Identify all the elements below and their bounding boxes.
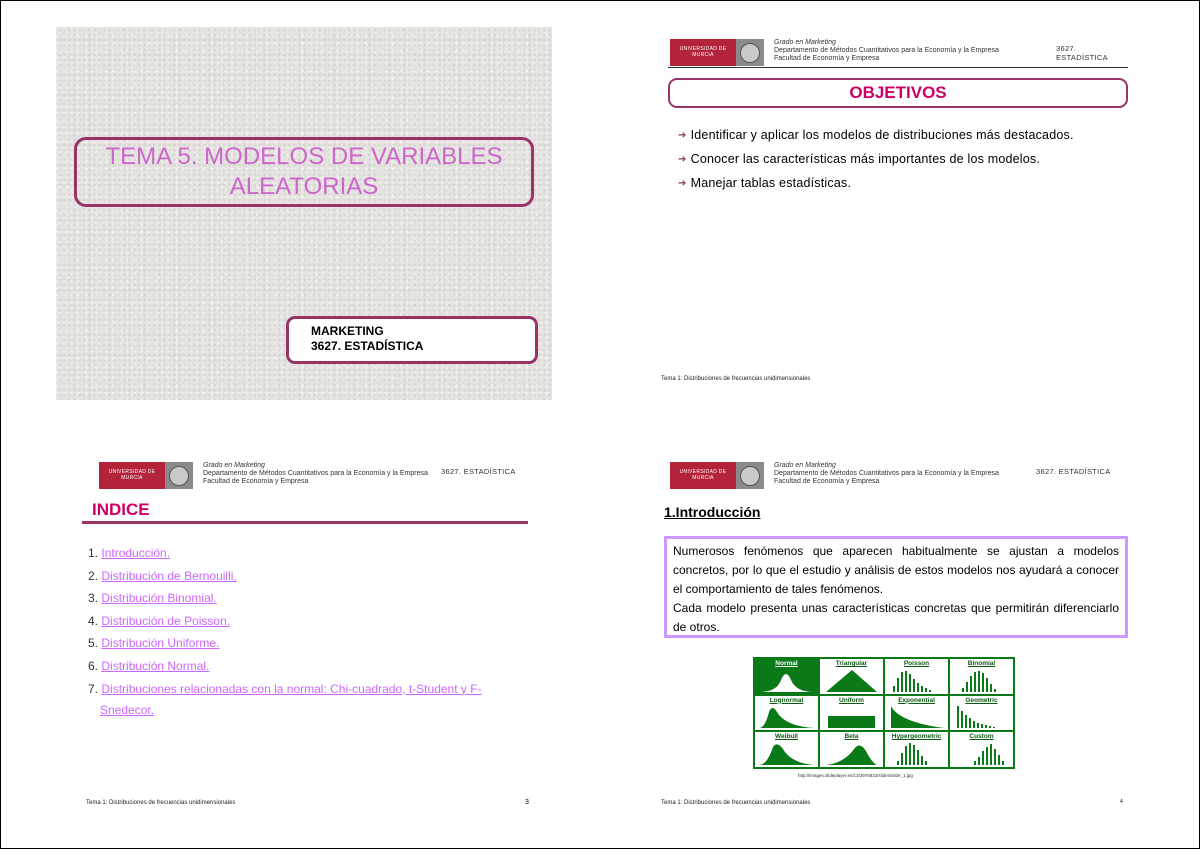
- toc-item: 4. Distribución de Poisson.: [88, 613, 231, 628]
- uniform-block-icon: [824, 704, 879, 728]
- header-course-code: 3627. ESTADÍSTICA: [441, 467, 516, 476]
- toc-item: 2. Distribución de Bernouilli.: [88, 568, 237, 583]
- arrow-bullet-icon: ➔: [678, 129, 687, 141]
- normal-curve-icon: [759, 668, 814, 692]
- course-code: 3627. ESTADÍSTICA: [311, 339, 424, 353]
- slide-1: [0, 0, 601, 425]
- toc-item: 7. Distribuciones relacionadas con la normal: Chi-cuadrado, t-Student y F-Snedecor.: [88, 681, 482, 717]
- header-course-code: 3627. ESTADÍSTICA: [1056, 44, 1108, 62]
- index-underline: [82, 521, 528, 524]
- header-course-code: 3627. ESTADÍSTICA: [1036, 467, 1111, 476]
- image-credit: http://images.slideplayer.es/13/3975833/slides/slide_1.jpg: [798, 773, 913, 778]
- distribution-tile-poisson[interactable]: Poisson: [885, 659, 948, 694]
- distribution-tile-hypergeometric[interactable]: Hypergeometric: [885, 732, 948, 767]
- slide-header: [670, 39, 1130, 69]
- university-logo: UNIVERSIDAD DE MURCIA: [99, 462, 193, 489]
- toc-item: 5. Distribución Uniforme.: [88, 636, 220, 651]
- list-item: ➔ Manejar tablas estadísticas.: [678, 176, 852, 190]
- page-number: 3: [525, 799, 529, 806]
- distribution-tile-geometric[interactable]: Geometric: [950, 696, 1013, 731]
- toc-link[interactable]: Introducción.: [101, 546, 171, 560]
- intro-text-box: [664, 536, 1128, 638]
- hypergeometric-bars-icon: [889, 741, 944, 765]
- university-logo: UNIVERSIDAD DE MURCIA: [670, 462, 764, 489]
- arrow-bullet-icon: ➔: [678, 153, 687, 165]
- weibull-curve-icon: [759, 741, 814, 765]
- toc-item: 1. Introducción.: [88, 546, 171, 560]
- distribution-tile-triangular[interactable]: Triangular: [820, 659, 883, 694]
- section-heading: 1.Introducción: [664, 504, 761, 520]
- header-divider: [668, 67, 1128, 68]
- seal-icon: [165, 462, 193, 489]
- beta-curve-icon: [824, 741, 879, 765]
- index-heading: INDICE: [92, 500, 150, 519]
- toc-link[interactable]: Distribución de Bernouilli.: [101, 568, 237, 583]
- distribution-tile-weibull[interactable]: Weibull: [755, 732, 818, 767]
- distribution-gallery: [753, 657, 1015, 769]
- slide-footer: Tema 1: Distribuciones de frecuencias unidimensionales: [86, 800, 236, 806]
- intro-paragraph: Numerosos fenómenos que aparecen habitualmente se ajustan a modelos concretos, por lo que el estudio y análisis de estos modelos nos ayudará a conocer el comportamiento de tales fenómenos.: [673, 544, 1119, 596]
- toc-link[interactable]: Distribución Uniforme.: [101, 636, 220, 651]
- slide-footer: Tema 1: Distribuciones de frecuencias unidimensionales: [661, 800, 811, 806]
- poisson-bars-icon: [889, 668, 944, 692]
- toc-item: 3. Distribución Binomial.: [88, 591, 217, 606]
- exponential-curve-icon: [889, 704, 944, 728]
- toc-link[interactable]: Distribuciones relacionadas con la normal: Chi-cuadrado, t-Student y F-Snedecor.: [100, 681, 482, 717]
- distribution-tile-lognormal[interactable]: Lognormal: [755, 696, 818, 731]
- course-program: MARKETING: [311, 324, 384, 338]
- seal-icon: [736, 39, 764, 66]
- list-item: ➔ Conocer las características más importantes de los modelos.: [678, 152, 1041, 166]
- university-logo: UNIVERSIDAD DE MURCIA: [670, 39, 764, 66]
- geometric-bars-icon: [954, 704, 1009, 728]
- slide-header: [670, 462, 1130, 492]
- custom-bars-icon: [954, 741, 1009, 765]
- header-text: Grado en Marketing Departamento de Métodos Cuantitativos para la Economía y la Empresa Facultad de Economía y Empresa: [203, 462, 428, 485]
- distribution-tile-beta[interactable]: Beta: [820, 732, 883, 767]
- slide-footer: Tema 1: Distribuciones de frecuencias unidimensionales: [661, 376, 811, 382]
- distribution-tile-binomial[interactable]: Binomial: [950, 659, 1013, 694]
- toc-link[interactable]: Distribución de Poisson.: [101, 613, 231, 628]
- distribution-tile-normal[interactable]: Normal: [755, 659, 818, 694]
- arrow-bullet-icon: ➔: [678, 177, 687, 189]
- header-text: Grado en Marketing Departamento de Métodos Cuantitativos para la Economía y la Empresa Facultad de Economía y Empresa: [774, 39, 999, 62]
- slide-header: [99, 462, 539, 492]
- seal-icon: [736, 462, 764, 489]
- list-item: ➔ Identificar y aplicar los modelos de distribuciones más destacados.: [678, 128, 1074, 142]
- slide-2: [600, 0, 1200, 425]
- objectives-heading: OBJETIVOS: [668, 78, 1128, 108]
- lognormal-curve-icon: [759, 704, 814, 728]
- binomial-bars-icon: [954, 668, 1009, 692]
- distribution-tile-uniform[interactable]: Uniform: [820, 696, 883, 731]
- page-number: 4: [1120, 799, 1123, 805]
- triangular-shape-icon: [824, 668, 879, 692]
- toc-link[interactable]: Distribución Binomial.: [101, 591, 217, 606]
- distribution-tile-custom[interactable]: Custom: [950, 732, 1013, 767]
- title-slide-background: [56, 27, 552, 400]
- toc-link[interactable]: Distribución Normal.: [101, 658, 210, 673]
- slide-title: TEMA 5. MODELOS DE VARIABLES ALEATORIAS: [74, 137, 534, 207]
- distribution-tile-exponential[interactable]: Exponential: [885, 696, 948, 731]
- course-box: [286, 316, 538, 364]
- toc-item: 6. Distribución Normal.: [88, 658, 210, 673]
- intro-paragraph: Cada modelo presenta unas características concretas que permitirán diferenciarlo de otros.: [673, 601, 1119, 634]
- header-text: Grado en Marketing Departamento de Métodos Cuantitativos para la Economía y la Empresa Facultad de Economía y Empresa: [774, 462, 999, 485]
- objectives-list: [678, 123, 1074, 195]
- table-of-contents: [88, 543, 528, 722]
